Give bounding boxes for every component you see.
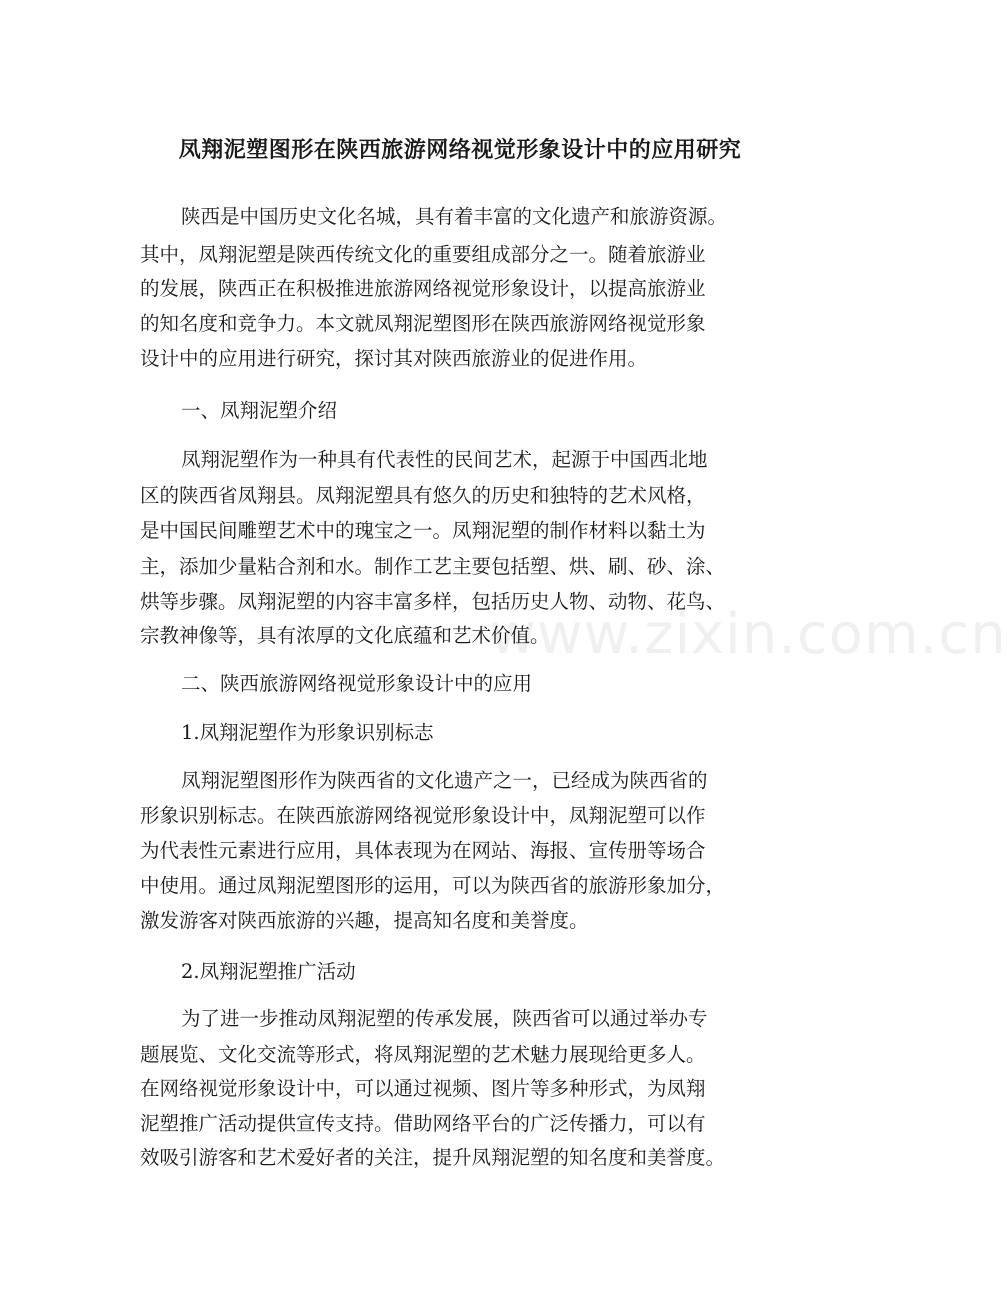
watermark: www.zixin.com.cn (490, 602, 1007, 667)
intro-line: 陕西是中国历史文化名城，具有着丰富的文化遗产和旅游资源。 (181, 205, 728, 228)
subsection2-line: 题展览、文化交流等形式，将凤翔泥塑的艺术魅力展现给更多人。 (140, 1043, 706, 1066)
intro-line: 的知名度和竞争力。本文就凤翔泥塑图形在陕西旅游网络视觉形象 (140, 312, 706, 335)
subsection2-heading: 2.凤翔泥塑推广活动 (181, 960, 356, 983)
document-title: 凤翔泥塑图形在陕西旅游网络视觉形象设计中的应用研究 (178, 137, 742, 163)
subsection2-line: 为了进一步推动凤翔泥塑的传承发展，陕西省可以通过举办专 (181, 1007, 708, 1030)
subsection2-line: 效吸引游客和艺术爱好者的关注，提升凤翔泥塑的知名度和美誉度。 (140, 1146, 726, 1169)
subsection2-line: 泥塑推广活动提供宣传支持。借助网络平台的广泛传播力，可以有 (140, 1112, 706, 1135)
section1-line: 烘等步骤。凤翔泥塑的内容丰富多样，包括历史人物、动物、花鸟、 (140, 590, 726, 613)
section1-line: 区的陕西省凤翔县。凤翔泥塑具有悠久的历史和独特的艺术风格， (140, 484, 706, 507)
intro-line: 其中，凤翔泥塑是陕西传统文化的重要组成部分之一。随着旅游业 (140, 243, 706, 266)
subsection1-heading: 1.凤翔泥塑作为形象识别标志 (181, 721, 434, 744)
section2-heading: 二、陕西旅游网络视觉形象设计中的应用 (181, 672, 533, 695)
subsection1-line: 中使用。通过凤翔泥塑图形的运用，可以为陕西省的旅游形象加分， (140, 874, 726, 897)
subsection2-line: 在网络视觉形象设计中，可以通过视频、图片等多种形式，为凤翔 (140, 1077, 706, 1100)
subsection1-line: 激发游客对陕西旅游的兴趣，提高知名度和美誉度。 (140, 909, 589, 932)
intro-line: 的发展，陕西正在积极推进旅游网络视觉形象设计，以提高旅游业 (140, 277, 706, 300)
section1-line: 凤翔泥塑作为一种具有代表性的民间艺术，起源于中国西北地 (181, 448, 708, 471)
subsection1-line: 为代表性元素进行应用，具体表现为在网站、海报、宣传册等场合 (140, 839, 706, 862)
intro-line: 设计中的应用进行研究，探讨其对陕西旅游业的促进作用。 (140, 347, 648, 370)
section1-line: 宗教神像等，具有浓厚的文化底蕴和艺术价值。 (140, 624, 550, 647)
subsection1-line: 凤翔泥塑图形作为陕西省的文化遗产之一，已经成为陕西省的 (181, 769, 708, 792)
section1-heading: 一、凤翔泥塑介绍 (181, 399, 338, 422)
section1-line: 主，添加少量粘合剂和水。制作工艺主要包括塑、烘、刷、砂、涂、 (140, 555, 726, 578)
section1-line: 是中国民间雕塑艺术中的瑰宝之一。凤翔泥塑的制作材料以黏土为 (140, 519, 706, 542)
subsection1-line: 形象识别标志。在陕西旅游网络视觉形象设计中，凤翔泥塑可以作 (140, 804, 706, 827)
